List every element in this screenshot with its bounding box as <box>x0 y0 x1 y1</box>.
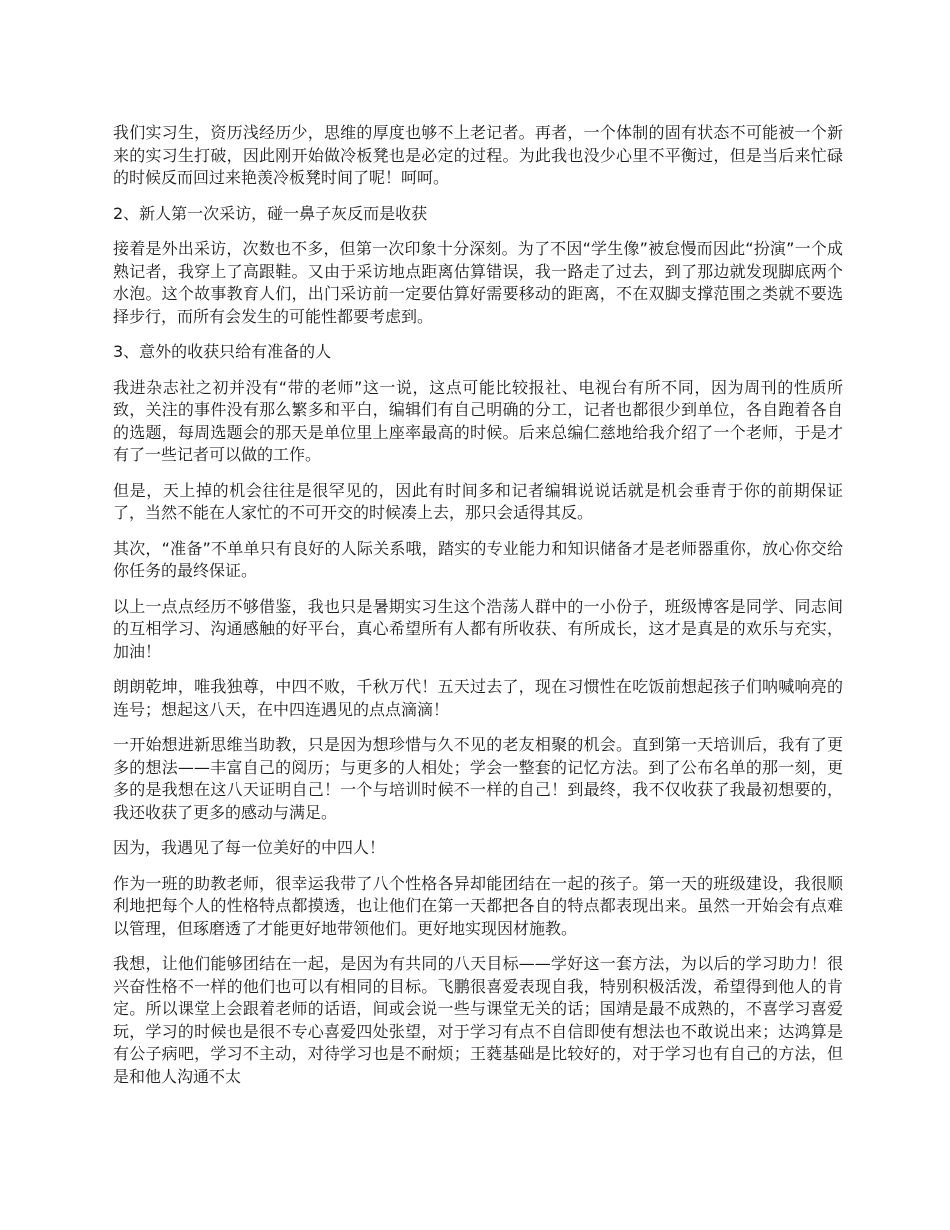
paragraph-met-everyone: 因为，我遇见了每一位美好的中四人！ <box>113 838 386 857</box>
paragraph-class-one: 作为一班的助教老师，很幸运我带了八个性格各异却能团结在一起的孩子。第一天的班级建设，我很顺利地把每个人的性格特点都摸透，也让他们在第一天都把各自的特点都表现出来。虽然一开始会有点难以管理，但琢磨透了才能更好地带领他们。更好地实现因材施教。 <box>113 873 843 938</box>
paragraph-preparation: 其次，“准备”不单单只有良好的人际关系哦，踏实的专业能力和知识储备才是老师器重你，放心你交给你任务的最终保证。 <box>113 538 843 580</box>
paragraph-magazine-start: 我进杂志社之初并没有“带的老师”这一说，这点可能比较报社、电视台有所不同，因为周刊的性质所致，关注的事件没有那么繁多和平白，编辑们有自己明确的分工，记者也都很少到单位，各自跑着各自的选题，每周选题会的那天是单位里上座率最高的时候。后来总编仁慈地给我介绍了一个老师，于是才有了一些记者可以做的工作。 <box>113 377 843 464</box>
paragraph-opportunity: 但是，天上掉的机会往往是很罕见的，因此有时间多和记者编辑说说话就是机会垂青于你的前期保证了，当然不能在人家忙的不可开交的时候凑上去，那只会适得其反。 <box>113 480 843 522</box>
paragraph-first-interview: 接着是外出采访，次数也不多，但第一次印象十分深刻。为了不因“学生像”被怠慢而因此“扮演”一个成熟记者，我穿上了高跟鞋。又由于采访地点距离估算错误，我一路走了过去，到了那边就发现脚底两个水泡。这个故事教育人们，出门采访前一定要估算好需要移动的距离，不在双脚支撑范围之类就不要选择步行，而所有会发生的可能性都要考虑到。 <box>113 239 843 326</box>
paragraph-intern-status: 我们实习生，资历浅经历少，思维的厚度也够不上老记者。再者，一个体制的固有状态不可能被一个新来的实习生打破，因此刚开始做冷板凳也是必定的过程。为此我也没少心里不平衡过，但是当后来忙碌的时候反而回过来艳羡冷板凳时间了呢！呵呵。 <box>113 123 843 187</box>
section-heading-3: 3、意外的收获只给有准备的人 <box>113 342 332 361</box>
paragraph-blog: 以上一点点经历不够借鉴，我也只是暑期实习生这个浩荡人群中的一小份子，班级博客是同学、同志间的互相学习、沟通感触的好平台，真心希望所有人都有所收获、有所成长，这才是真是的欢乐与充实，加油！ <box>113 596 843 661</box>
paragraph-common-goal: 我想，让他们能够团结在一起，是因为有共同的八天目标——学好这一套方法，为以后的学习助力！很兴奋性格不一样的他们也可以有相同的目标。飞鹏很喜爱表现自我，特别积极活泼，希望得到他人的肯定。所以课堂上会跟着老师的话语，间或会说一些与课堂无关的话；国靖是最不成熟的，不喜学习喜爱玩，学习的时候也是很不专心喜爱四处张望，对于学习有点不自信即使有想法也不敢说出来；达鸿算是有公子病吧，学习不主动，对待学习也是不耐烦；王蕤基础是比较好的，对于学习也有自己的方法，但是和他人沟通不太 <box>113 954 843 1086</box>
section-heading-2: 2、新人第一次采访，碰一鼻子灰反而是收获 <box>113 203 428 223</box>
paragraph-slogan: 朗朗乾坤，唯我独尊，中四不败，千秋万代！五天过去了，现在习惯性在吃饭前想起孩子们呐喊响亮的连号；想起这八天，在中四连遇见的点点滴滴！ <box>113 677 843 719</box>
paragraph-assistant-start: 一开始想进新思维当助教，只是因为想珍惜与久不见的老友相聚的机会。直到第一天培训后，我有了更多的想法——丰富自己的阅历；与更多的人相处；学会一整套的记忆方法。到了公布名单的那一刻，更多的是我想在这八天证明自己！一个与培训时候不一样的自己！到最终，我不仅收获了我最初想要的，我还收获了更多的感动与满足。 <box>113 735 843 822</box>
document-body <box>113 122 843 1101</box>
